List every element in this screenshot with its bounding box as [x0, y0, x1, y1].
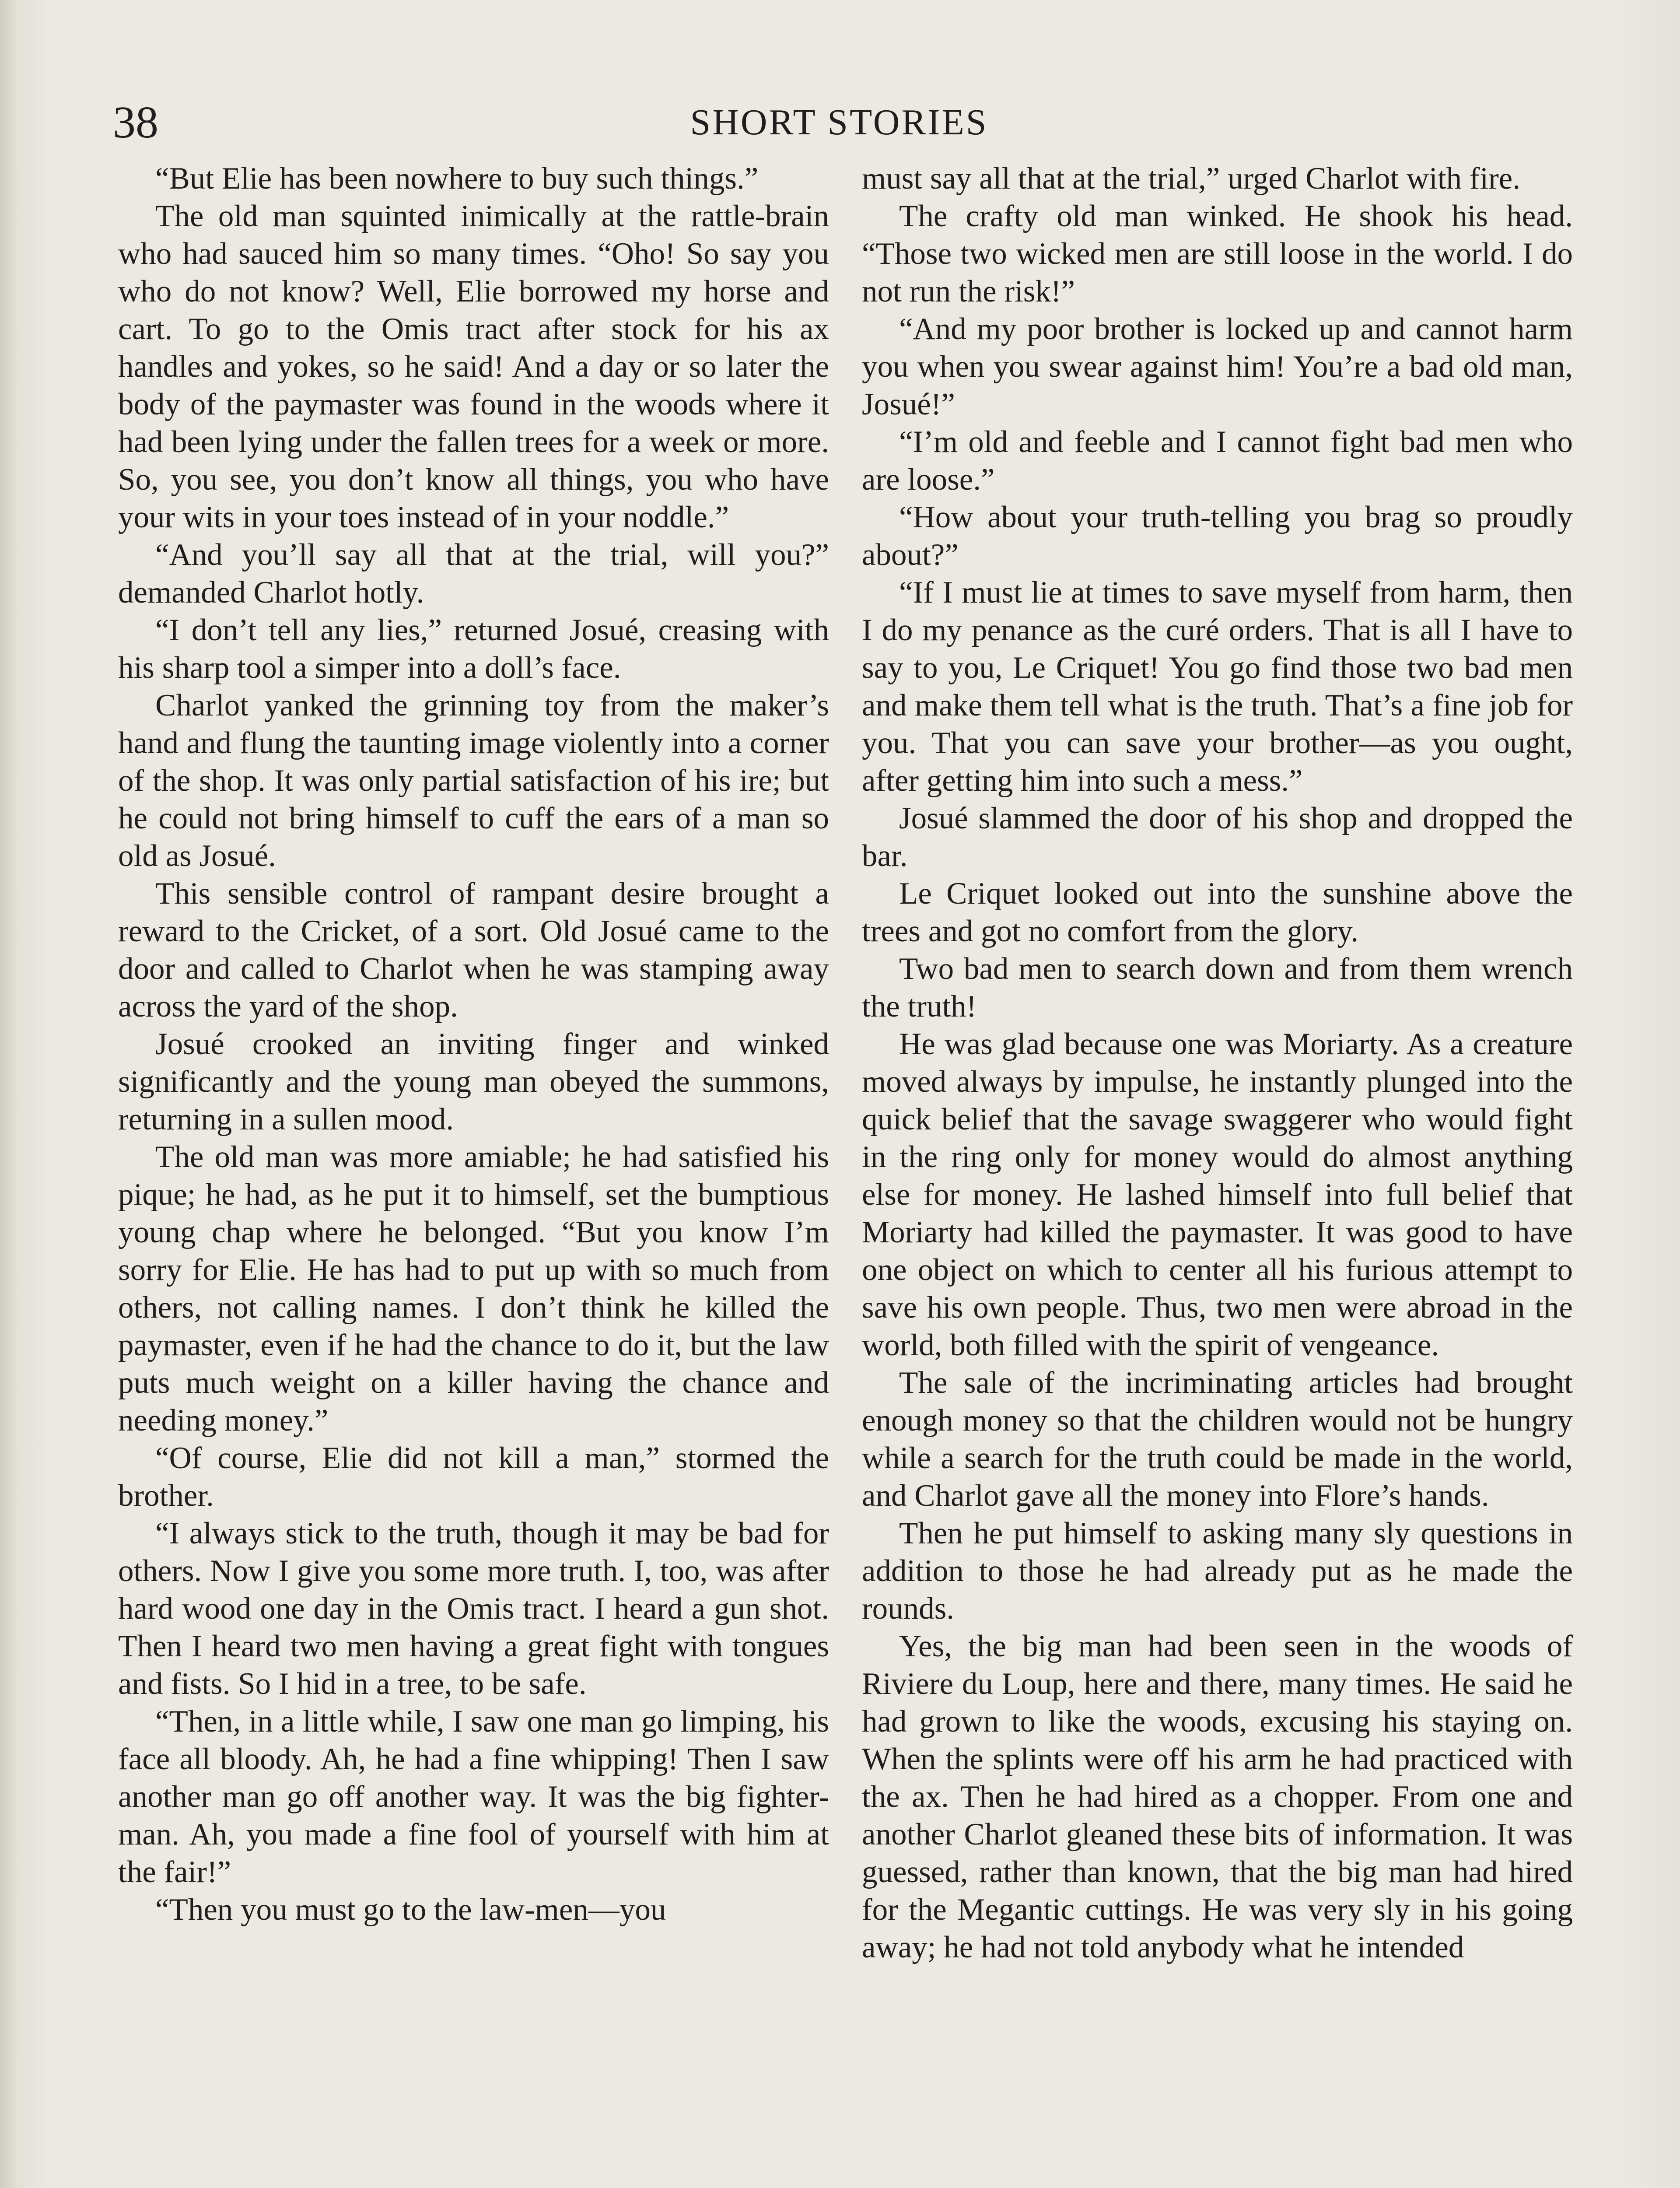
paragraph: This sensible control of rampant desire brought a reward to the Cricket, of a sort. Old Josué came to the door and called to Charlot when he was stamping away across the yard of the shop. — [118, 877, 829, 1024]
paragraph: “And you’ll say all that at the trial, will you?” demanded Charlot hotly. — [118, 538, 829, 610]
paragraph: Two bad men to search down and from them wrench the truth! — [862, 952, 1573, 1024]
left-column — [118, 160, 829, 1929]
paragraph: “I’m old and feeble and I cannot fight bad men who are loose.” — [862, 425, 1573, 497]
paragraph: “I always stick to the truth, though it may be bad for others. Now I give you some more truth. I, too, was after hard wood one day in the Omis tract. I heard a gun shot. Then I heard two men having a great fight with tongues and fists. So I hid in a tree, to be safe. — [118, 1516, 829, 1701]
paragraph: The old man was more amiable; he had satisfied his pique; he had, as he put it to himself, set the bumptious young chap where he belonged. “But you know I’m sorry for Elie. He has had to put up with so much from others, not calling names. I don’t think he killed the paymaster, even if he had the chance to do it, but the law puts much weight on a killer having the chance and needing money.” — [118, 1140, 829, 1438]
paragraph: “Then you must go to the law-men—you — [155, 1893, 666, 1927]
paragraph: The old man squinted inimically at the rattle-brain who had sauced him so many times. “Oho! So say you who do not know? Well, Elie borrowed my horse and cart. To go to the Omis tract after stock for his ax handles and yokes, so he said! And a day or so later the body of the paymaster was found in the woods where it had been lying under the fallen trees for a week or more. So, you see, you don’t know all things, you who have your wits in your toes instead of in your noddle.” — [118, 199, 829, 534]
page-header — [113, 90, 1565, 155]
paragraph: Le Criquet looked out into the sunshine above the trees and got no comfort from the glory. — [862, 877, 1573, 948]
paragraph: He was glad because one was Moriarty. As a creature moved always by impulse, he instantly plunged into the quick belief that the savage swaggerer who would fight in the ring only for money would do almost anything else for money. He lashed himself into full belief that Moriarty had killed the paymaster. It was good to have one object on which to center all his furious attempt to save his own people. Thus, two men were abroad in the world, both filled with the spirit of vengeance. — [862, 1027, 1573, 1362]
running-head: SHORT STORIES — [690, 102, 988, 143]
paragraph: Then he put himself to asking many sly questions in addition to those he had already put as he made the rounds. — [862, 1516, 1573, 1626]
paragraph: The crafty old man winked. He shook his head. “Those two wicked men are still loose in the world. I do not run the risk!” — [862, 199, 1573, 309]
paragraph-continued: must say all that at the trial,” urged Charlot with fire. — [862, 161, 1521, 196]
paragraph: “How about your truth-telling you brag so proudly about?” — [862, 500, 1573, 572]
paragraph: “And my poor brother is locked up and cannot harm you when you swear against him! You’re a bad old man, Josué!” — [862, 312, 1573, 421]
paragraph: Yes, the big man had been seen in the woods of Riviere du Loup, here and there, many times. He said he had grown to like the woods, excusing his staying on. When the splints were off his arm he had practiced with the ax. Then he had hired as a chopper. From one and another Charlot gleaned these bits of information. It was guessed, rather than known, that the big man had hired for the Megantic cuttings. He was very sly in his going away; he had not told anybody what he intended — [862, 1629, 1573, 1964]
paragraph: “But Elie has been nowhere to buy such things.” — [155, 161, 759, 196]
paragraph: “Then, in a little while, I saw one man go limping, his face all bloody. Ah, he had a fine whipping! Then I saw another man go off another way. It was the big fighter-man. Ah, you made a fine fool of yourself with him at the fair!” — [118, 1704, 829, 1889]
paragraph: Josué crooked an inviting finger and winked significantly and the young man obeyed the summons, returning in a sullen mood. — [118, 1027, 829, 1136]
paragraph: The sale of the incriminating articles had brought enough money so that the children would not be hungry while a search for the truth could be made in the world, and Charlot gave all the money into Flore’s hands. — [862, 1366, 1573, 1513]
paragraph: Josué slammed the door of his shop and dropped the bar. — [862, 801, 1573, 873]
page-number: 38 — [113, 97, 158, 147]
paragraph: “If I must lie at times to save myself from harm, then I do my penance as the curé orders. That is all I have to say to you, Le Criquet! You go find those two bad men and make them tell what is the truth. That’s a fine job for you. That you can save your brother—as you ought, after getting him into such a mess.” — [862, 575, 1573, 798]
right-column — [862, 160, 1573, 1966]
paragraph: “Of course, Elie did not kill a man,” stormed the brother. — [118, 1441, 829, 1513]
paragraph: Charlot yanked the grinning toy from the maker’s hand and flung the taunting image violently into a corner of the shop. It was only partial satisfaction of his ire; but he could not bring himself to cuff the ears of a man so old as Josué. — [118, 688, 829, 873]
paragraph: “I don’t tell any lies,” returned Josué, creasing with his sharp tool a simper into a doll’s face. — [118, 613, 829, 685]
